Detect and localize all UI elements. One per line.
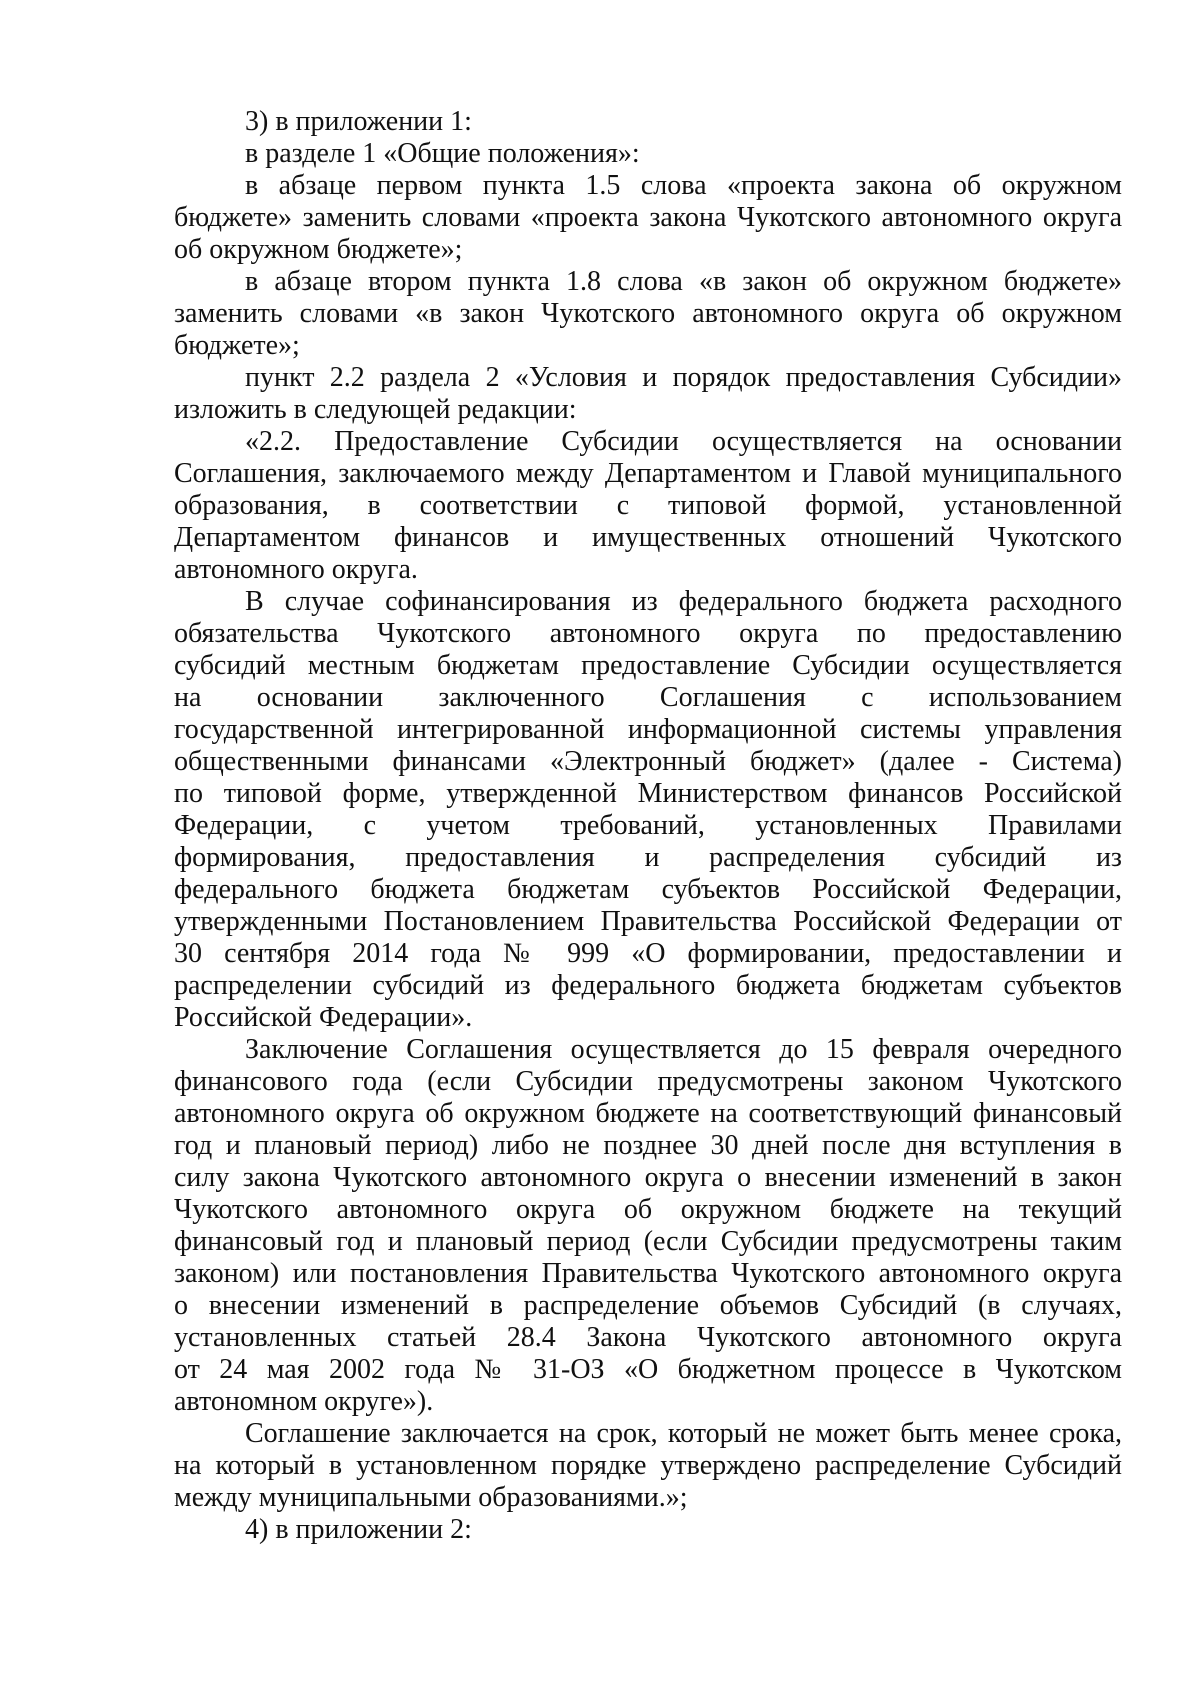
text-line: пункт 2.2 раздела 2 «Условия и порядок предоставления Субсидии» <box>245 362 1122 393</box>
text-line: в абзаце первом пункта 1.5 слова «проекта закона об окружном <box>245 170 1122 201</box>
text-line: Федерации, с учетом требований, установленных Правилами <box>174 810 1122 841</box>
text-line: силу закона Чукотского автономного округа о внесении изменений в закон <box>174 1162 1122 1193</box>
text-line: государственной интегрированной информационной системы управления <box>174 714 1122 745</box>
text-line: автономного округа об окружном бюджете на соответствующий финансовый <box>174 1098 1122 1129</box>
text-line: финансового года (если Субсидии предусмотрены законом Чукотского <box>174 1066 1122 1097</box>
text-line: на который в установленном порядке утверждено распределение Субсидий <box>174 1450 1122 1481</box>
text-line: Чукотского автономного округа об окружном бюджете на текущий <box>174 1194 1122 1225</box>
text-line: бюджете»; <box>174 330 300 361</box>
text-line: распределении субсидий из федерального бюджета бюджетам субъектов <box>174 970 1122 1001</box>
text-line: автономного округа. <box>174 554 418 585</box>
text-line: обязательства Чукотского автономного округа по предоставлению <box>174 618 1122 649</box>
text-line: общественными финансами «Электронный бюджет» (далее - Система) <box>174 746 1122 777</box>
text-line: субсидий местным бюджетам предоставление Субсидии осуществляется <box>174 650 1122 681</box>
text-line: Заключение Соглашения осуществляется до 15 февраля очередного <box>245 1034 1122 1065</box>
text-line: образования, в соответствии с типовой формой, установленной <box>174 490 1122 521</box>
text-line: законом) или постановления Правительства Чукотского автономного округа <box>174 1258 1122 1289</box>
text-line: Соглашения, заключаемого между Департаментом и Главой муниципального <box>174 458 1122 489</box>
text-line: на основании заключенного Соглашения с использованием <box>174 682 1122 713</box>
text-line: год и плановый период) либо не позднее 30 дней после дня вступления в <box>174 1130 1122 1161</box>
text-line: между муниципальными образованиями.»; <box>174 1482 688 1513</box>
text-line: 3) в приложении 1: <box>245 106 472 137</box>
text-line: об окружном бюджете»; <box>174 234 463 265</box>
text-line: заменить словами «в закон Чукотского автономного округа об окружном <box>174 298 1122 329</box>
text-line: автономном округе»). <box>174 1386 434 1417</box>
text-line: бюджете» заменить словами «проекта закона Чукотского автономного округа <box>174 202 1122 233</box>
text-line: изложить в следующей редакции: <box>174 394 577 425</box>
text-line: Соглашение заключается на срок, который не может быть менее срока, <box>245 1418 1122 1449</box>
text-line: о внесении изменений в распределение объемов Субсидий (в случаях, <box>174 1290 1122 1321</box>
text-line: в разделе 1 «Общие положения»: <box>245 138 640 169</box>
text-line: федерального бюджета бюджетам субъектов Российской Федерации, <box>174 874 1122 905</box>
text-line: Департаментом финансов и имущественных отношений Чукотского <box>174 522 1122 553</box>
text-line: Российской Федерации». <box>174 1002 473 1033</box>
text-line: по типовой форме, утвержденной Министерством финансов Российской <box>174 778 1122 809</box>
text-line: финансовый год и плановый период (если Субсидии предусмотрены таким <box>174 1226 1122 1257</box>
text-line: от 24 мая 2002 года № 31-ОЗ «О бюджетном процессе в Чукотском <box>174 1354 1122 1385</box>
text-line: установленных статьей 28.4 Закона Чукотского автономного округа <box>174 1322 1122 1353</box>
text-line: В случае софинансирования из федерального бюджета расходного <box>245 586 1122 617</box>
text-line: в абзаце втором пункта 1.8 слова «в закон об окружном бюджете» <box>245 266 1122 297</box>
text-line: 30 сентября 2014 года № 999 «О формировании, предоставлении и <box>174 938 1122 969</box>
text-line: 4) в приложении 2: <box>245 1514 472 1545</box>
text-line: формирования, предоставления и распределения субсидий из <box>174 842 1122 873</box>
text-line: «2.2. Предоставление Субсидии осуществляется на основании <box>245 426 1122 457</box>
text-line: утвержденными Постановлением Правительства Российской Федерации от <box>174 906 1122 937</box>
